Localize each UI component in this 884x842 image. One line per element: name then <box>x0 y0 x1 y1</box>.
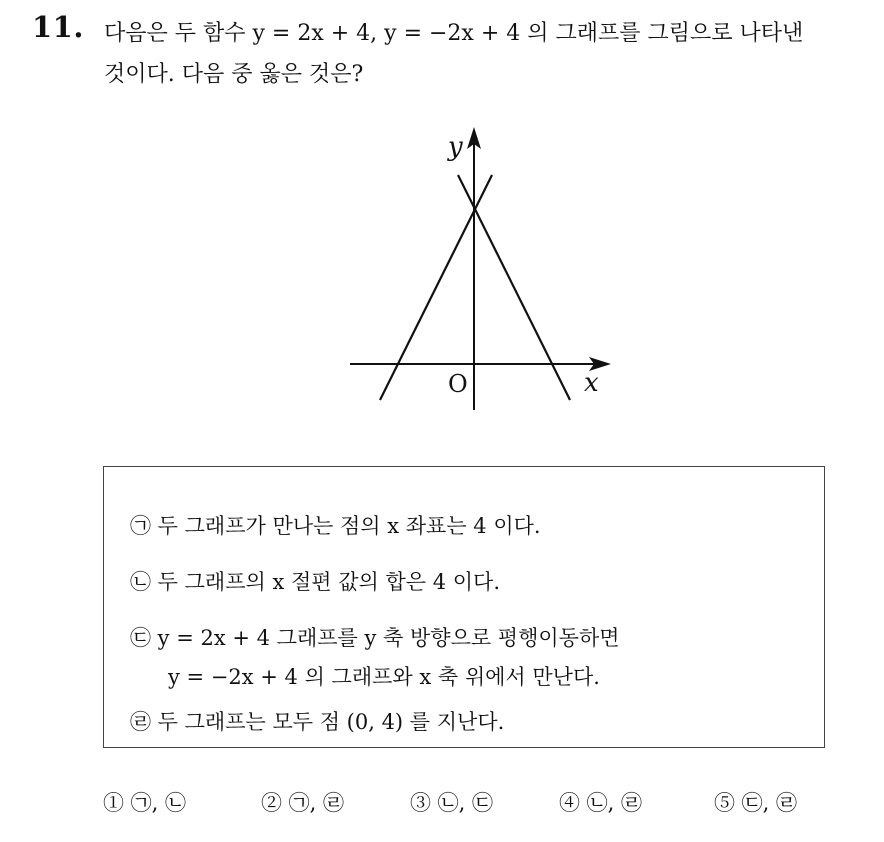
question-stem-line-2: 것이다. 다음 중 옳은 것은? <box>104 62 364 87</box>
origin-label: O <box>448 370 468 398</box>
choice-4[interactable]: ④ ㉡, ㉣ <box>559 791 643 815</box>
statement-nieun: ㉡ 두 그래프의 x 절편 값의 합은 4 이다. <box>130 570 500 594</box>
x-axis-label: x <box>584 368 599 398</box>
statement-digeut-line-1: ㉢ y = 2x + 4 그래프를 y 축 방향으로 평행이동하면 <box>130 626 620 650</box>
statement-rieul: ㉣ 두 그래프는 모두 점 (0, 4) 를 지난다. <box>130 710 505 734</box>
question-stem-line-1: 다음은 두 함수 y = 2x + 4, y = −2x + 4 의 그래프를 그림으로 나타낸 <box>104 21 804 46</box>
y-axis-label: y <box>448 132 463 162</box>
question-number: 11. <box>32 10 84 44</box>
statement-giyeok: ㉠ 두 그래프가 만나는 점의 x 좌표는 4 이다. <box>130 514 541 538</box>
choice-3[interactable]: ③ ㉡, ㉢ <box>410 791 494 815</box>
choice-1[interactable]: ① ㉠, ㉡ <box>103 791 187 815</box>
choice-2[interactable]: ② ㉠, ㉣ <box>261 791 345 815</box>
statement-digeut-line-2: y = −2x + 4 의 그래프와 x 축 위에서 만난다. <box>168 665 600 689</box>
choice-5[interactable]: ⑤ ㉢, ㉣ <box>714 791 798 815</box>
function-graph <box>330 115 620 415</box>
